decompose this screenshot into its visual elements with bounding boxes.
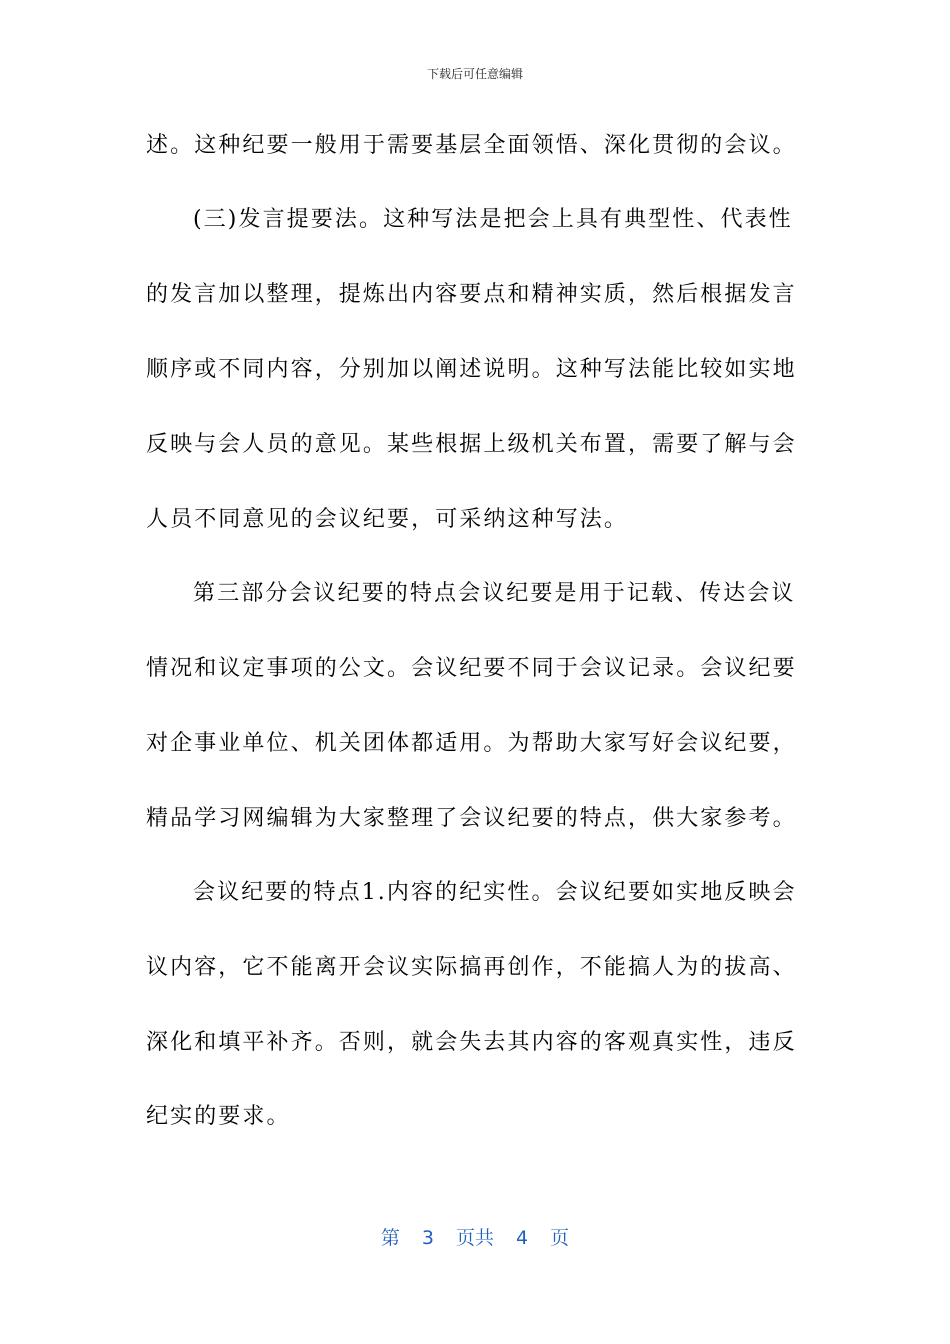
current-page-number: 3 — [421, 1227, 434, 1249]
text-line: 纪实的要求。 — [146, 1104, 291, 1129]
page-footer — [0, 1226, 950, 1250]
text-line: (三)发言提要法。这种写法是把会上具有典型性、代表性 — [193, 207, 793, 232]
text-line: 深化和填平补齐。否则，就会失去其内容的客观真实性，违反 — [146, 1030, 797, 1055]
text-line: 精品学习网编辑为大家整理了会议纪要的特点，供大家参考。 — [146, 806, 797, 831]
page-total-label: 页共 — [455, 1227, 494, 1249]
text-line: 人员不同意见的会议纪要，可采纳这种写法。 — [146, 507, 629, 532]
text-line: 议内容，它不能离开会议实际搞再创作，不能搞人为的拔高、 — [146, 955, 797, 980]
text-line: 对企事业单位、机关团体都适用。为帮助大家写好会议纪要， — [146, 731, 797, 756]
page-end-label: 页 — [550, 1227, 570, 1249]
text-line: 第三部分会议纪要的特点会议纪要是用于记载、传达会议 — [193, 581, 796, 606]
text-line: 述。这种纪要一般用于需要基层全面领悟、深化贯彻的会议。 — [146, 133, 797, 158]
total-page-number: 4 — [516, 1227, 529, 1249]
text-line: 的发言加以整理，提炼出内容要点和精神实质，然后根据发言 — [146, 282, 797, 307]
text-line: 会议纪要的特点1.内容的纪实性。会议纪要如实地反映会 — [193, 880, 797, 905]
page-header: 下载后可任意编辑 — [426, 67, 523, 81]
text-line: 情况和议定事项的公文。会议纪要不同于会议记录。会议纪要 — [146, 656, 797, 681]
text-line: 反映与会人员的意见。某些根据上级机关布置，需要了解与会 — [146, 432, 797, 457]
page-label: 第 — [380, 1227, 400, 1249]
text-line: 顺序或不同内容，分别加以阐述说明。这种写法能比较如实地 — [146, 357, 797, 382]
